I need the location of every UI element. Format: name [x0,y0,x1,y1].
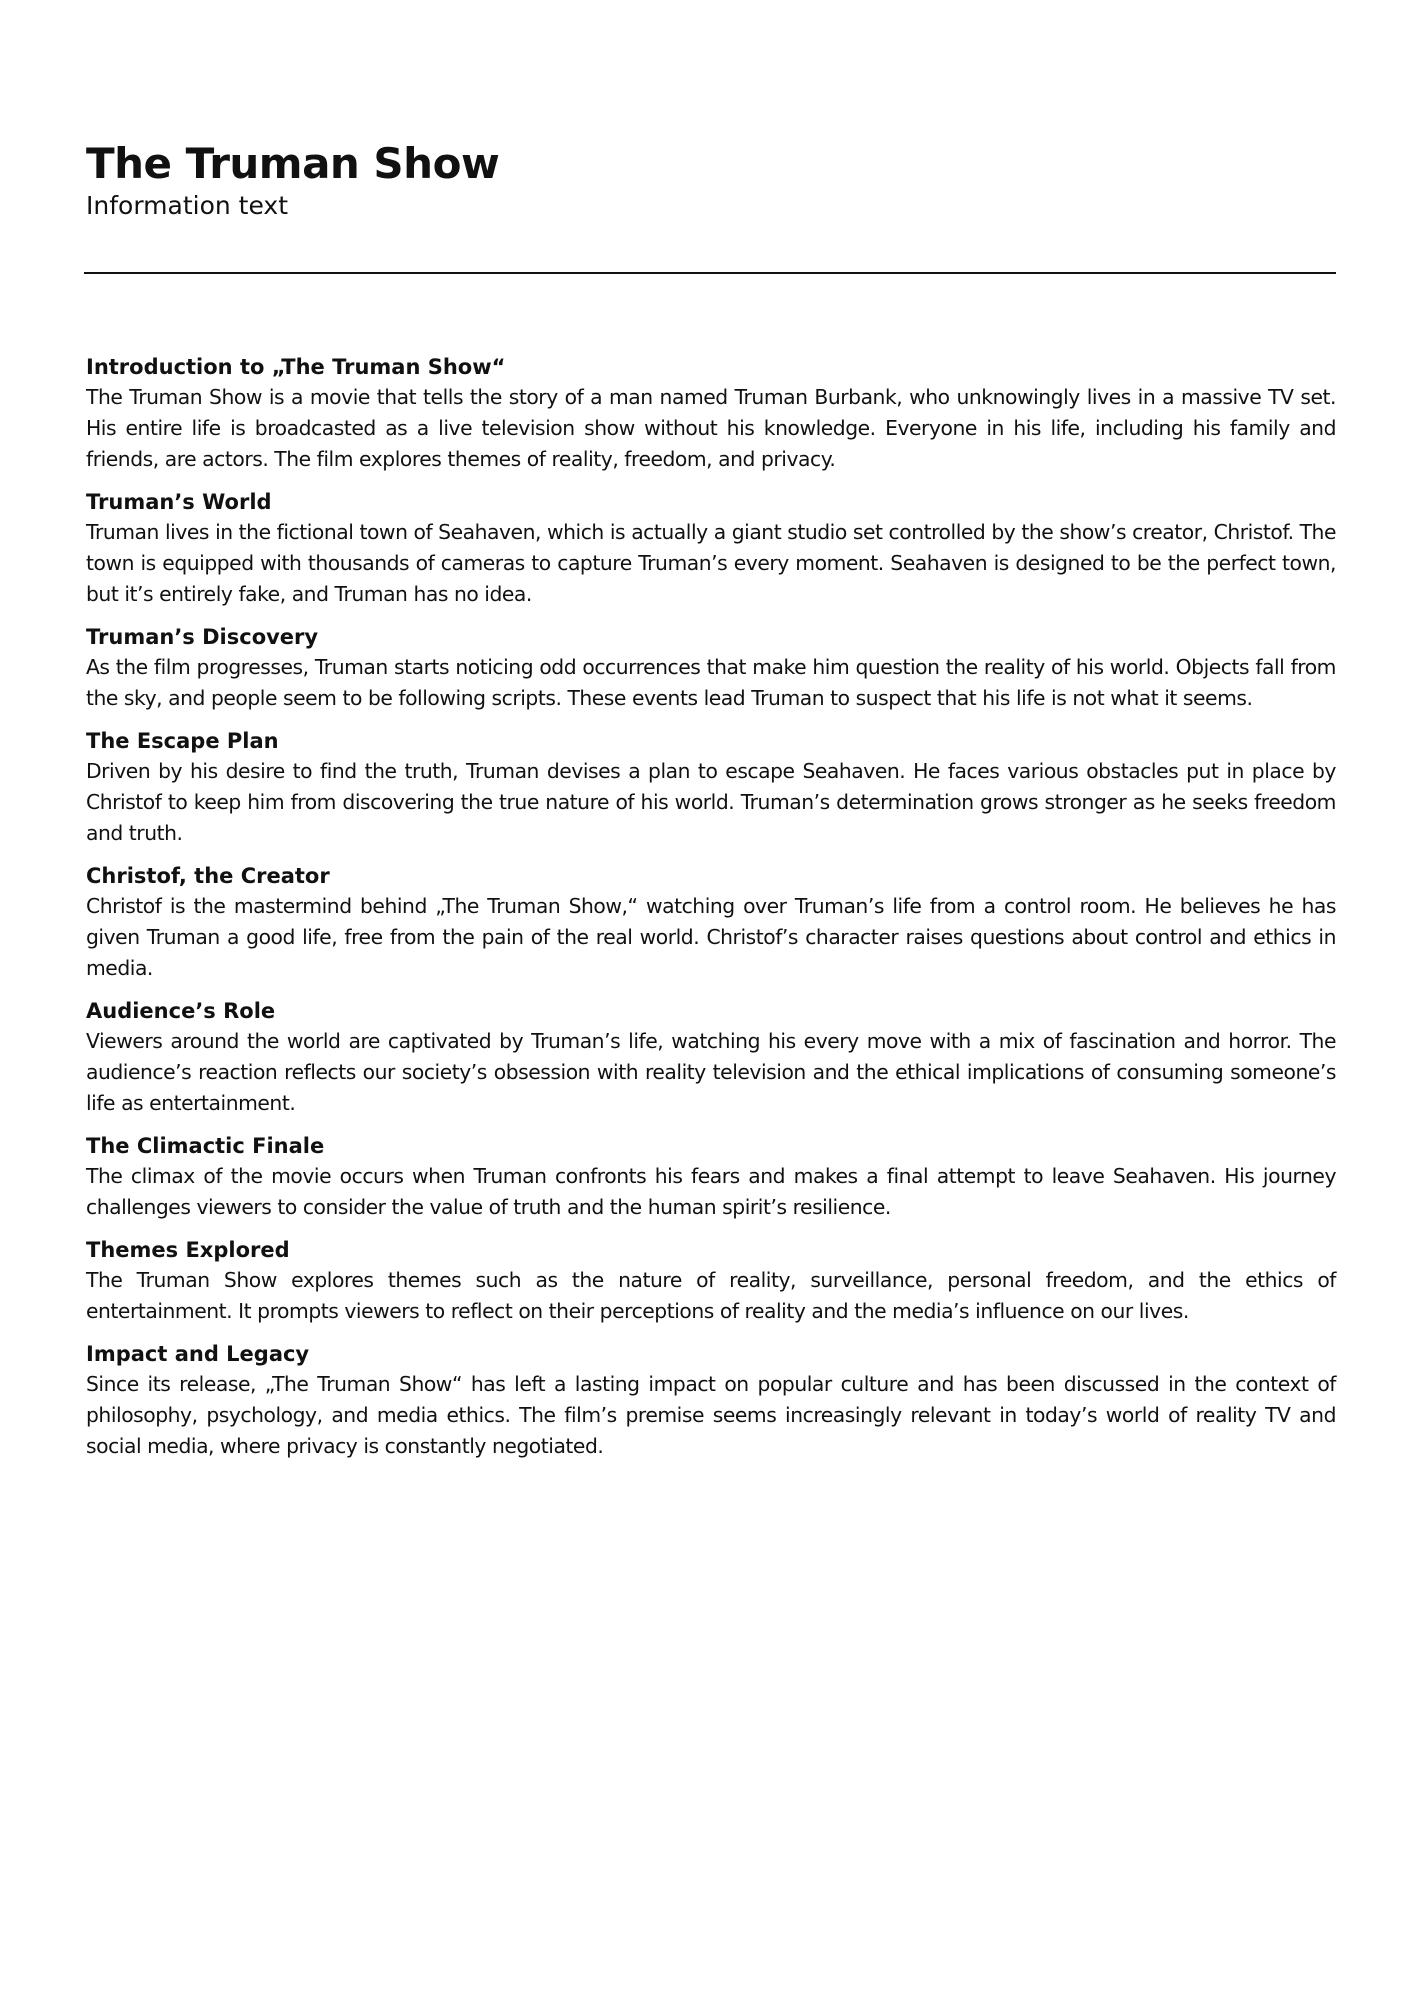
section-heading: The Climactic Finale [86,1134,325,1158]
header-divider [84,272,1336,274]
section-heading: Truman’s Discovery [86,625,319,649]
section-heading: Audience’s Role [86,999,276,1023]
page-title: The Truman Show [86,139,500,188]
section-heading: Truman’s World [86,490,272,514]
section-heading: The Escape Plan [86,729,279,753]
section-body: Christof is the mastermind behind „The Truman Show,“ watching over Truman’s life from a control room. He believes he has given Truman a good life, free from the pain of the real world. Christof’s character raises questions about control and ethics in media. [86,894,1336,980]
section-impact-legacy [86,1339,1336,1462]
section-body: The Truman Show explores themes such as the nature of reality, surveillance, personal freedom, and the ethics of entertainment. It prompts viewers to reflect on their perceptions of reality and the media’s influence on our lives. [86,1268,1336,1323]
section-christof-creator [86,861,1336,984]
section-body: As the film progresses, Truman starts noticing odd occurrences that make him question the reality of his world. Objects fall from the sky, and people seem to be following scripts. These events lead Truman to suspect that his life is not what it seems. [86,655,1336,710]
page-subtitle: Information text [86,191,289,220]
section-body: Truman lives in the fictional town of Seahaven, which is actually a giant studio set controlled by the show’s creator, Christof. The town is equipped with thousands of cameras to capture Truman’s every moment. Seahaven is designed to be the perfect town, but it’s entirely fake, and Truman has no idea. [86,520,1336,606]
section-heading: Introduction to „The Truman Show“ [86,355,506,379]
section-body: The climax of the movie occurs when Truman confronts his fears and makes a final attempt to leave Seahaven. His journey challenges viewers to consider the value of truth and the human spirit’s resilience. [86,1164,1336,1219]
section-themes-explored [86,1235,1336,1327]
section-heading: Themes Explored [86,1238,290,1262]
section-body: Viewers around the world are captivated by Truman’s life, watching his every move with a mix of fascination and horror. The audience’s reaction reflects our society’s obsession with reality television and the ethical implications of consuming someone’s life as entertainment. [86,1029,1336,1115]
section-escape-plan [86,726,1336,849]
document-body [86,352,1336,1474]
section-heading: Christof, the Creator [86,864,330,888]
section-introduction [86,352,1336,475]
section-audiences-role [86,996,1336,1119]
section-body: The Truman Show is a movie that tells the story of a man named Truman Burbank, who unknowingly lives in a massive TV set. His entire life is broadcasted as a live television show without his knowledge. Everyone in his life, including his family and friends, are actors. The film explores themes of reality, freedom, and privacy. [86,385,1336,471]
section-body: Since its release, „The Truman Show“ has left a lasting impact on popular culture and has been discussed in the context of philosophy, psychology, and media ethics. The film’s premise seems increasingly relevant in today’s world of reality TV and social media, where privacy is constantly negotiated. [86,1372,1336,1458]
section-body: Driven by his desire to find the truth, Truman devises a plan to escape Seahaven. He faces various obstacles put in place by Christof to keep him from discovering the true nature of his world. Truman’s determination grows stronger as he seeks freedom and truth. [86,759,1336,845]
section-climactic-finale [86,1131,1336,1223]
section-trumans-discovery [86,622,1336,714]
section-heading: Impact and Legacy [86,1342,310,1366]
section-trumans-world [86,487,1336,610]
